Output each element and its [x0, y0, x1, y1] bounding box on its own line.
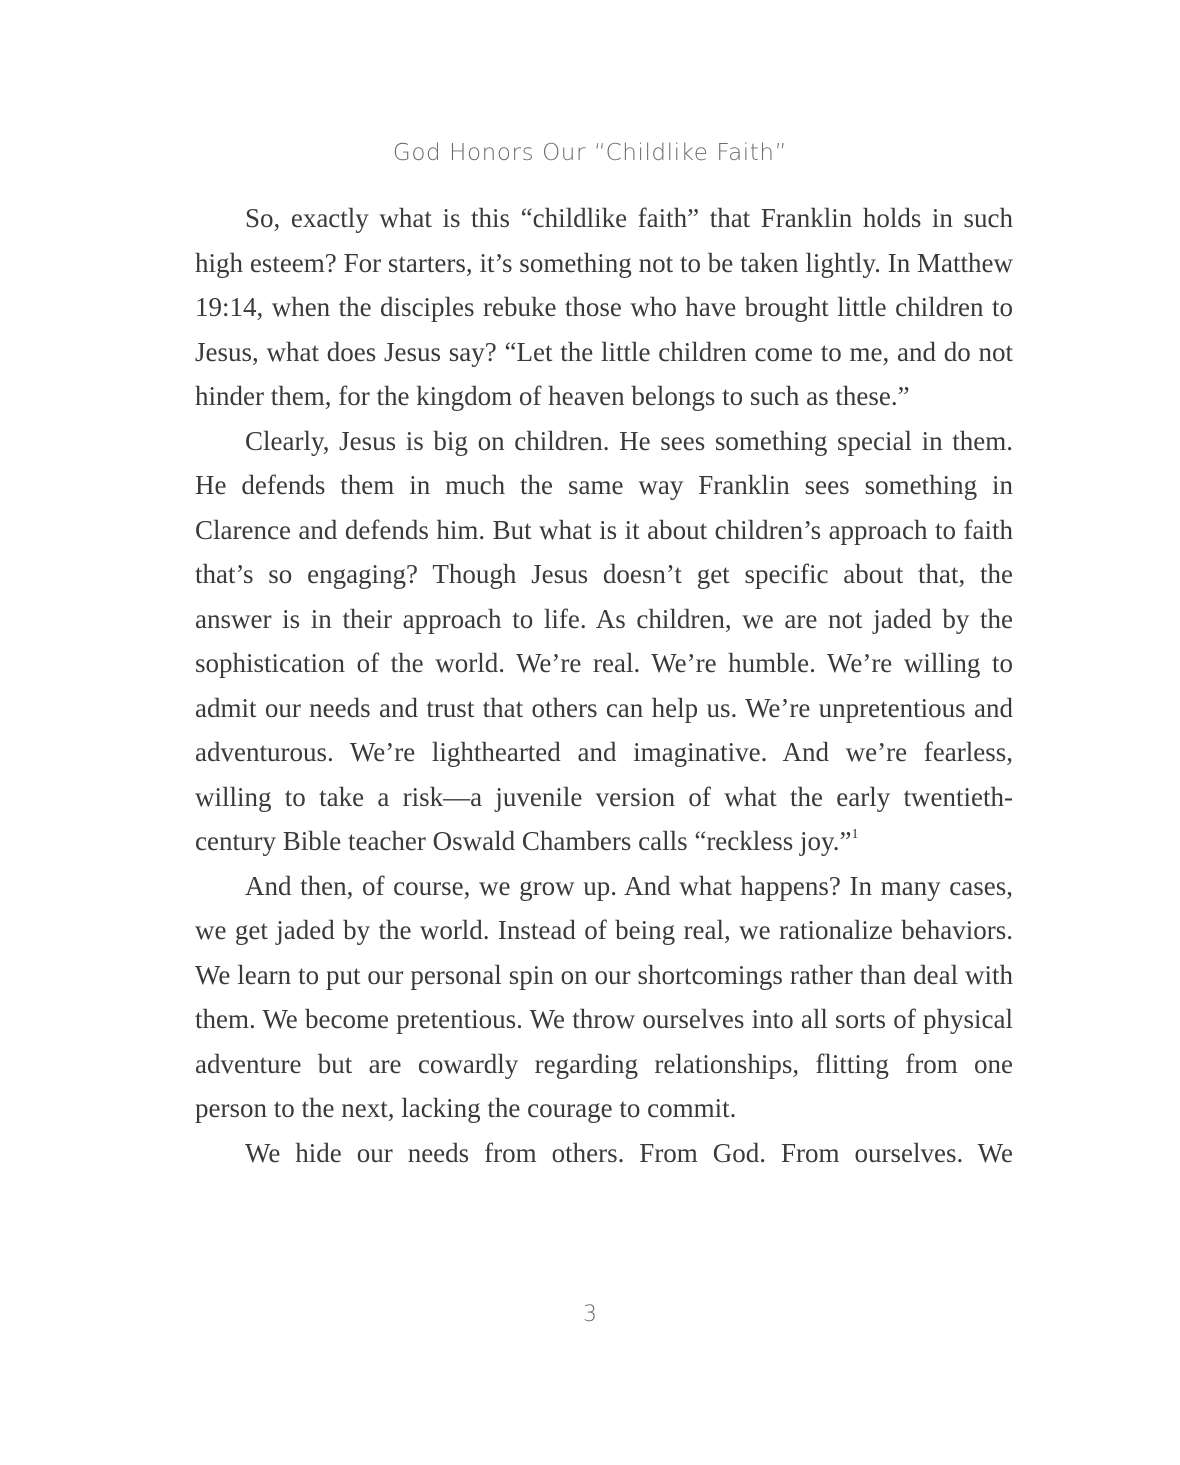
- paragraph: And then, of course, we grow up. And what happens? In many cases, we get jaded by the world. Instead of being real, we rationalize behaviors. We learn to put our personal spin on our shortcomings rather than deal with them. We become pretentious. We throw ourselves into all sorts of physical adventure but are cowardly regarding relationships, flitting from one person to the next, lacking the courage to commit.: [195, 870, 1013, 1123]
- paragraph: We hide our needs from others. From God. From ourselves. We: [245, 1137, 1013, 1168]
- paragraph-text: Clearly, Jesus is big on children. He sees something special in them. He defends them in much the same way Franklin sees something in Clarence and defends him. But what is it about children’s approach to faith that’s so engaging? Though Jesus doesn’t get specific about that, the answer is in their approach to life. As children, we are not jaded by the sophistication of the world. We’re real. We’re humble. We’re willing to admit our needs and trust that others can help us. We’re unpretentious and adventurous. We’re lighthearted and imaginative. And we’re fearless, willing to take a risk—a juvenile version of what the early twentieth-century Bible teacher Oswald Chambers calls “reckless joy.”: [195, 425, 1013, 856]
- paragraph: [195, 419, 1013, 864]
- footnote-marker[interactable]: 1: [851, 827, 859, 842]
- running-head: God Honors Our “Childlike Faith”: [392, 140, 788, 166]
- page-number: 3: [583, 1302, 597, 1327]
- paragraph: So, exactly what is this “childlike faith” that Franklin holds in such high esteem? For starters, it’s something not to be taken lightly. In Matthew 19:14, when the disciples rebuke those who have brought little children to Jesus, what does Jesus say? “Let the little children come to me, and do not hinder them, for the kingdom of heaven belongs to such as these.”: [195, 203, 1013, 411]
- body-text: [195, 196, 1013, 1175]
